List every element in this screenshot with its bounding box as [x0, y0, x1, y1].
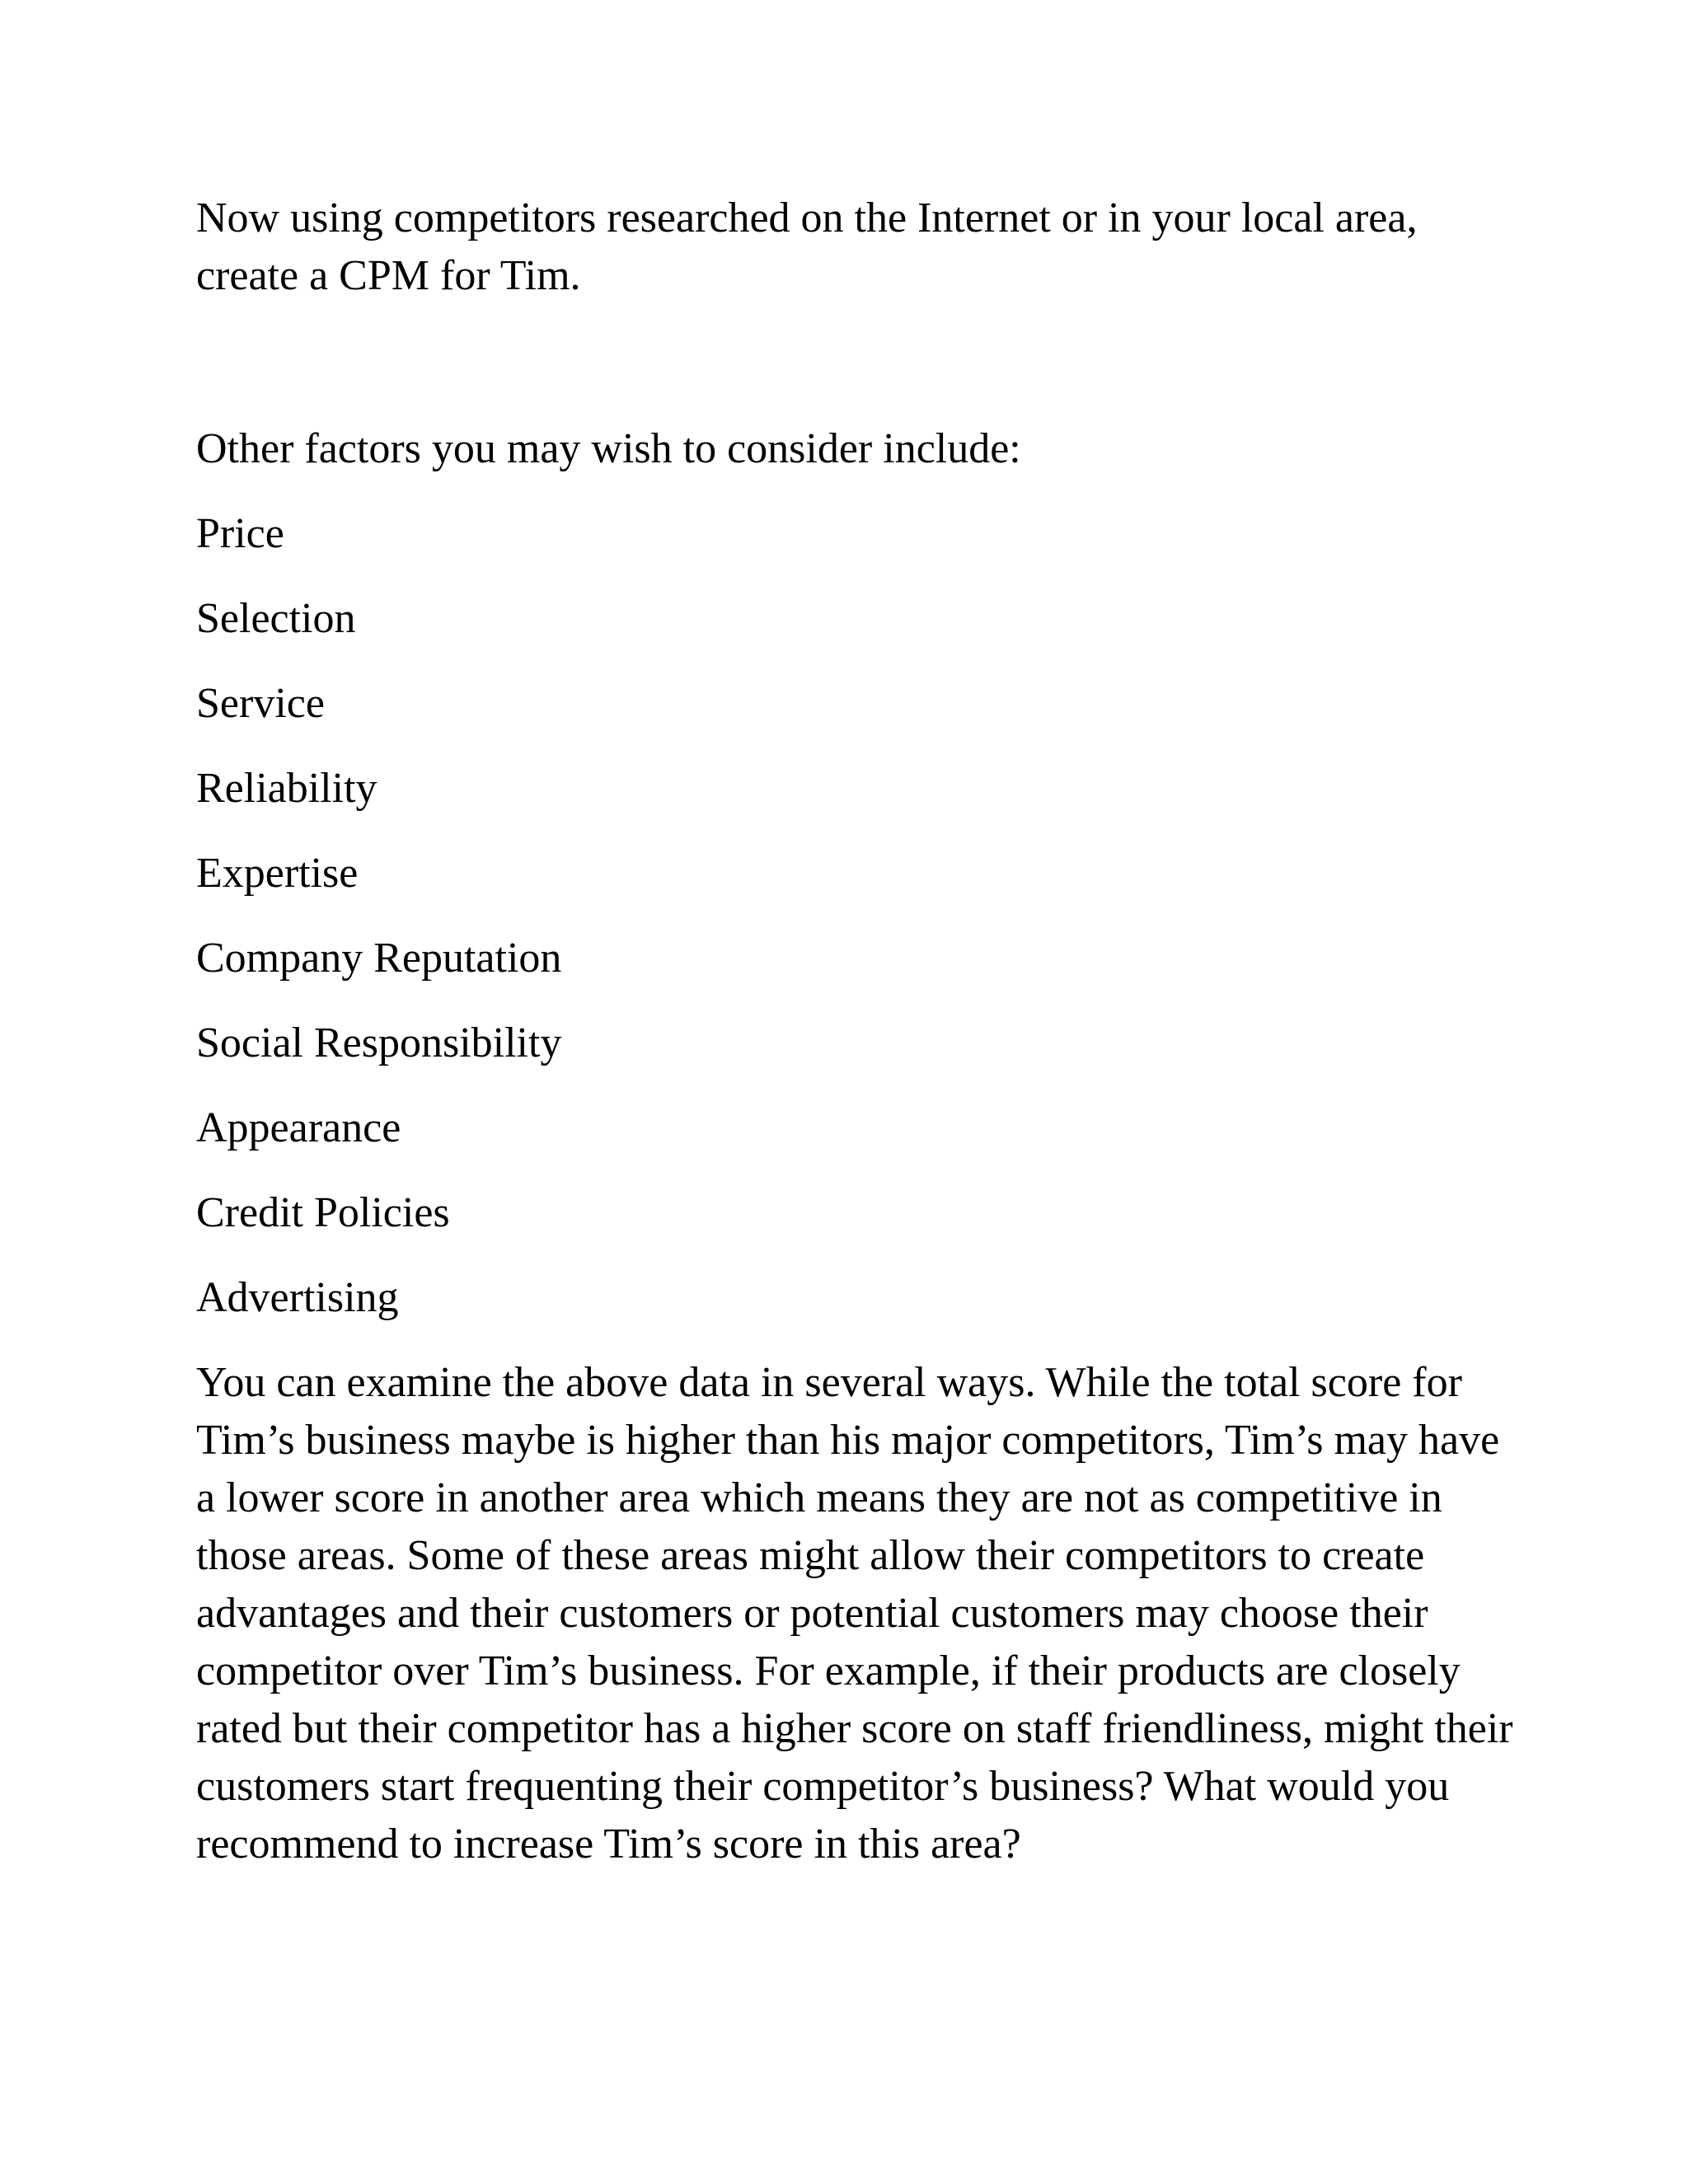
factor-item-company-reputation: Company Reputation	[196, 935, 562, 982]
factor-item-price: Price	[196, 510, 284, 557]
factor-item-appearance: Appearance	[196, 1104, 401, 1151]
factor-item-credit-policies: Credit Policies	[196, 1189, 450, 1236]
closing-paragraph: You can examine the above data in several ways. While the total score for Tim’s business maybe is higher than his major competitors, Tim’s may have a lower score in another area which means they are not as competitive in those areas. Some of these areas might allow their competitors to create advantages and their customers or potential customers may choose their competitor over Tim’s business. For example, if their products are closely rated but their competitor has a higher score on staff friendliness, might their customers start frequenting their competitor’s business? What would you recommend to increase Tim’s score in this area?	[196, 1359, 1513, 1868]
factor-item-expertise: Expertise	[196, 850, 359, 897]
factors-lead-paragraph: Other factors you may wish to consider include:	[196, 425, 1021, 472]
document-body	[196, 190, 1515, 1873]
intro-paragraph: Now using competitors researched on the Internet or in your local area, create a CPM for Tim.	[196, 194, 1418, 299]
factor-item-service: Service	[196, 680, 325, 727]
factor-item-selection: Selection	[196, 595, 356, 642]
factor-item-advertising: Advertising	[196, 1274, 399, 1321]
factor-item-social-responsibility: Social Responsibility	[196, 1019, 562, 1066]
factor-item-reliability: Reliability	[196, 765, 377, 812]
factor-list	[196, 505, 1515, 1327]
